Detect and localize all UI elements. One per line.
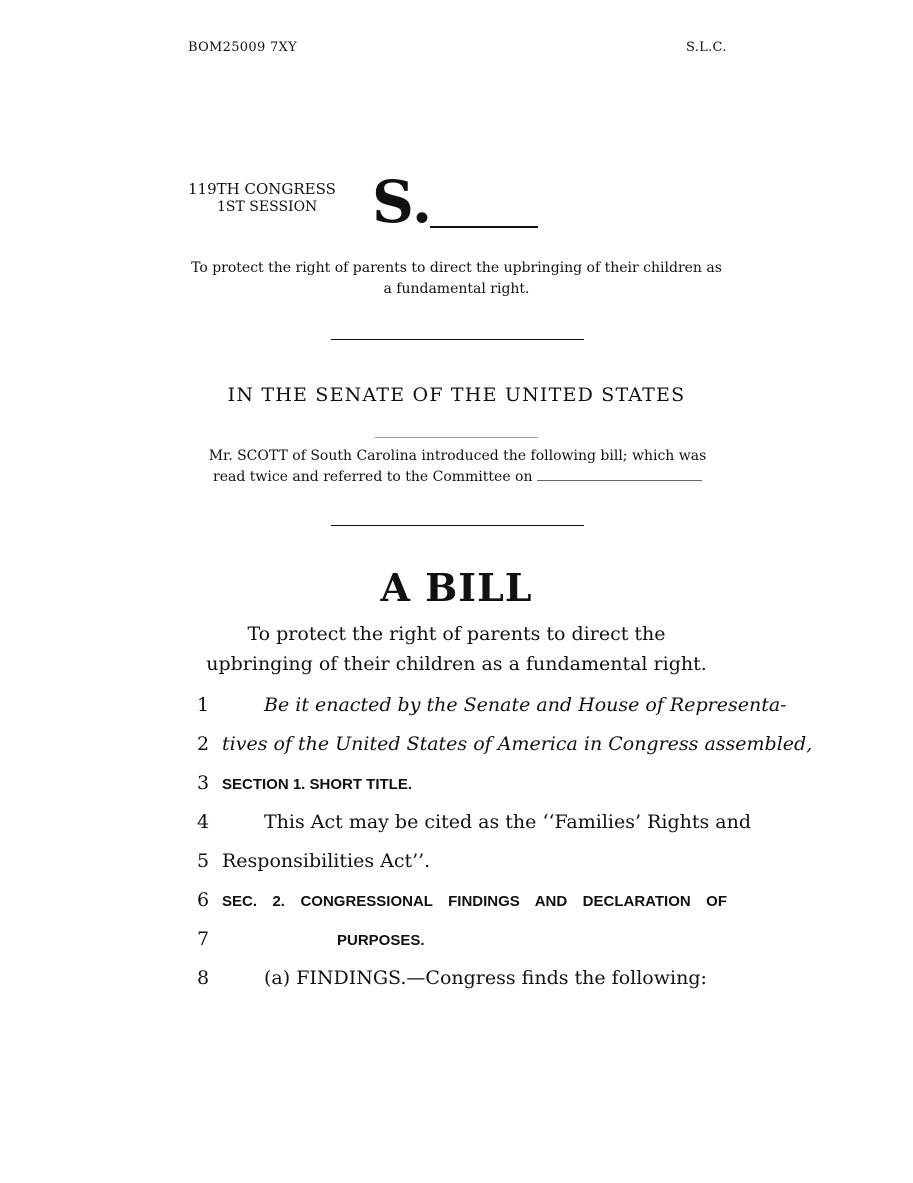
short-title: To protect the right of parents to direct the upbringing of their children as a fundamental right. bbox=[191, 260, 722, 297]
line-number: 8 bbox=[196, 967, 210, 989]
introduction-statement bbox=[196, 446, 719, 488]
section-heading: SEC. 2. CONGRESSIONAL FINDINGS AND DECLARATION OF bbox=[222, 893, 727, 910]
document-id: BOM25009 7XY bbox=[188, 40, 297, 55]
divider bbox=[331, 339, 584, 340]
line-number: 4 bbox=[196, 811, 210, 833]
enacting-clause-line: tives of the United States of America in Congress assembled, bbox=[222, 733, 813, 755]
bill-prefix: S. bbox=[372, 168, 433, 236]
line-number: 1 bbox=[196, 694, 210, 716]
line-number: 2 bbox=[196, 733, 210, 755]
bill-text-line: Responsibilities Act’’. bbox=[222, 850, 431, 872]
enacting-clause-line: Be it enacted by the Senate and House of Representa- bbox=[264, 694, 787, 716]
line-number: 3 bbox=[196, 772, 210, 794]
line-number: 7 bbox=[196, 928, 210, 950]
long-title: To protect the right of parents to direct the upbringing of their children as a fundamental right. bbox=[206, 623, 707, 675]
chamber-heading: IN THE SENATE OF THE UNITED STATES bbox=[227, 384, 686, 406]
divider-thin bbox=[375, 437, 538, 438]
bill-text-line: This Act may be cited as the ‘‘Families’ Rights and bbox=[264, 811, 752, 833]
committee-blank bbox=[537, 468, 702, 481]
introduction-text: Mr. SCOTT of South Carolina introduced the following bill; which was read twice and referred to the Committee on bbox=[208, 448, 707, 485]
divider bbox=[331, 525, 584, 526]
bill-heading: A BILL bbox=[380, 565, 533, 610]
section-heading: SECTION 1. SHORT TITLE. bbox=[222, 776, 413, 793]
bill-number-blank bbox=[430, 226, 538, 228]
line-number: 6 bbox=[196, 889, 210, 911]
section-heading: PURPOSES. bbox=[337, 932, 425, 949]
line-number: 5 bbox=[196, 850, 210, 872]
congress-number: 119TH CONGRESS bbox=[188, 180, 336, 198]
subsection-heading: (a) FINDINGS.—Congress finds the following: bbox=[264, 967, 707, 989]
office-code: S.L.C. bbox=[686, 40, 727, 55]
session-number: 1ST SESSION bbox=[217, 199, 318, 215]
